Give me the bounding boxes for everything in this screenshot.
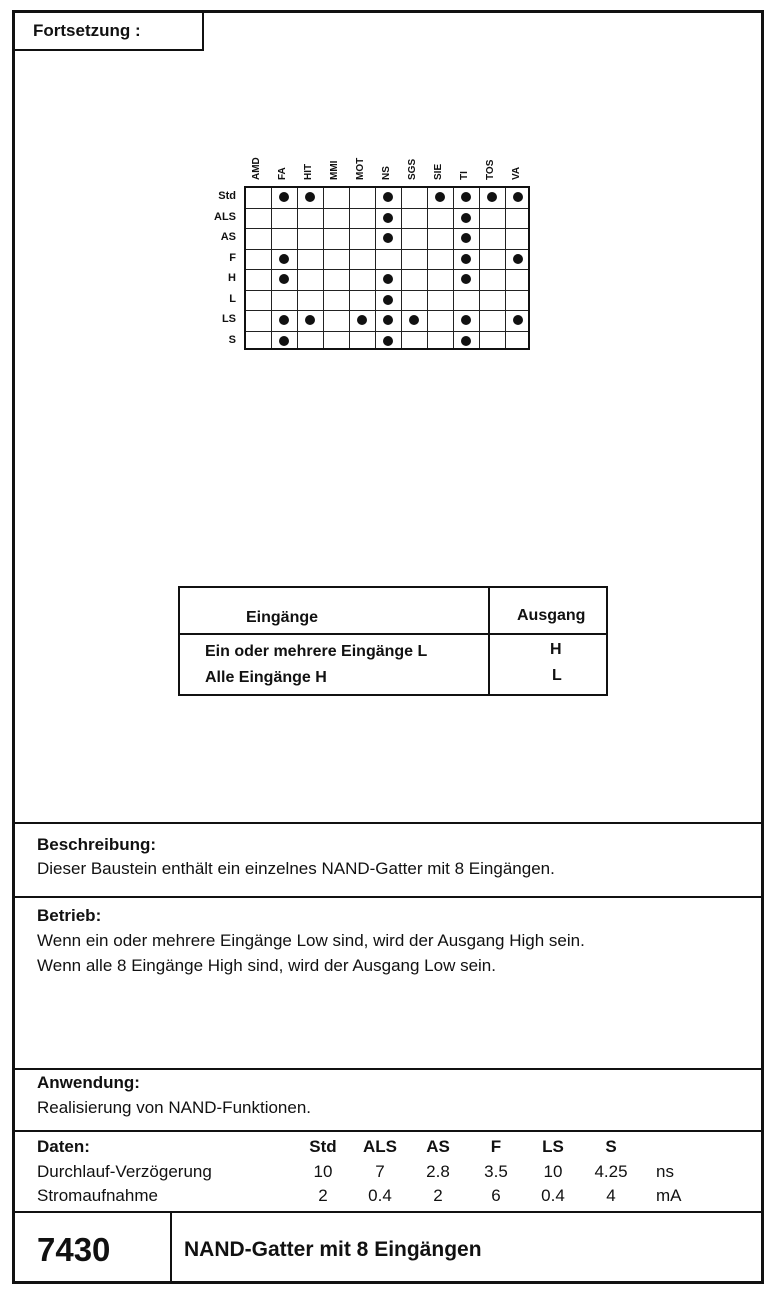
availability-dot — [409, 315, 419, 325]
availability-dot — [279, 254, 289, 264]
daten-value: 0.4 — [368, 1186, 392, 1205]
divider-footer — [12, 1211, 764, 1213]
grid-row-label: LS — [221, 313, 236, 325]
grid-column-label: MOT — [355, 157, 366, 180]
grid-column-line — [479, 188, 480, 348]
daten-value: 2 — [318, 1186, 328, 1205]
availability-dot — [461, 213, 471, 223]
availability-dot — [487, 192, 497, 202]
availability-dot — [461, 315, 471, 325]
continuation-tab: Fortsetzung : — [12, 10, 204, 51]
daten-value: 2 — [433, 1186, 443, 1205]
beschreibung-title: Beschreibung: — [37, 835, 157, 854]
grid-row-label: H — [228, 272, 236, 284]
anwendung-title: Anwendung: — [37, 1073, 140, 1092]
grid-column-line — [349, 188, 350, 348]
truth-table-row-2-inputs: Alle Eingänge H — [205, 669, 327, 686]
availability-dot — [461, 336, 471, 346]
betrieb-line-2: Wenn alle 8 Eingänge High sind, wird der Ausgang Low sein. — [37, 956, 496, 975]
availability-dot — [279, 315, 289, 325]
grid-row-label: Std — [218, 190, 236, 202]
anwendung-text: Realisierung von NAND-Funktionen. — [37, 1098, 312, 1117]
availability-dot — [383, 233, 393, 243]
daten-row-label: Stromaufnahme — [37, 1186, 158, 1205]
daten-column-header: LS — [542, 1137, 564, 1156]
truth-table-row-1-output: H — [550, 641, 562, 658]
daten-value: 0.4 — [541, 1186, 565, 1205]
grid-row-label: L — [229, 292, 236, 305]
grid-column-line — [505, 188, 506, 348]
daten-title: Daten: — [37, 1137, 90, 1156]
daten-unit: mA — [656, 1186, 682, 1205]
grid-column-label: TOS — [485, 159, 496, 180]
grid-column-line — [427, 188, 428, 348]
grid-column-label: NS — [381, 166, 392, 180]
daten-column-header: Std — [309, 1137, 337, 1156]
grid-column-label: HIT — [303, 163, 314, 180]
daten-column-header: ALS — [363, 1137, 397, 1156]
grid-row-line — [246, 290, 528, 291]
truth-table — [178, 586, 608, 696]
betrieb-line-1: Wenn ein oder mehrere Eingänge Low sind, wird der Ausgang High sein. — [37, 931, 585, 950]
footer-divider — [170, 1213, 172, 1283]
availability-dot — [383, 295, 393, 305]
grid-column-label: SGS — [407, 158, 418, 180]
daten-column-header: AS — [426, 1137, 450, 1156]
grid-row-label: ALS — [214, 210, 236, 223]
manufacturer-grid — [244, 186, 530, 350]
truth-table-header-output: Ausgang — [517, 607, 586, 624]
divider-beschreibung — [12, 822, 764, 824]
grid-row-line — [246, 228, 528, 229]
grid-row-label: AS — [220, 231, 236, 243]
availability-dot — [383, 336, 393, 346]
availability-dot — [383, 274, 393, 284]
availability-dot — [357, 315, 367, 325]
divider-betrieb — [12, 896, 764, 898]
availability-dot — [461, 274, 471, 284]
truth-table-row-1-inputs: Ein oder mehrere Eingänge L — [205, 643, 428, 660]
grid-column-line — [297, 188, 298, 348]
availability-dot — [279, 192, 289, 202]
daten-value: 7 — [375, 1162, 385, 1181]
betrieb-title: Betrieb: — [37, 906, 102, 925]
availability-dot — [513, 254, 523, 264]
truth-table-header-divider — [180, 633, 606, 635]
availability-dot — [513, 192, 523, 202]
daten-column-header: F — [490, 1137, 502, 1156]
availability-dot — [383, 213, 393, 223]
availability-dot — [383, 192, 393, 202]
part-title: NAND-Gatter mit 8 Eingängen — [184, 1238, 482, 1261]
availability-dot — [513, 315, 523, 325]
grid-column-line — [375, 188, 376, 348]
daten-column-header: S — [605, 1137, 617, 1156]
availability-dot — [435, 192, 445, 202]
availability-dot — [279, 336, 289, 346]
grid-row-label: S — [228, 333, 236, 346]
grid-column-line — [271, 188, 272, 348]
availability-dot — [461, 254, 471, 264]
availability-dot — [461, 192, 471, 202]
truth-table-header-inputs: Eingänge — [246, 609, 319, 626]
part-number: 7430 — [37, 1231, 111, 1268]
availability-dot — [305, 315, 315, 325]
grid-row-line — [246, 249, 528, 250]
grid-column-label: MMI — [329, 160, 340, 180]
grid-column-line — [401, 188, 402, 348]
grid-row-line — [246, 310, 528, 311]
daten-value: 2.8 — [426, 1162, 450, 1181]
availability-dot — [305, 192, 315, 202]
truth-table-row-2-output: L — [552, 667, 562, 684]
daten-value: 6 — [491, 1186, 501, 1205]
grid-column-label: AMD — [251, 157, 262, 180]
daten-row-label: Durchlauf-Verzögerung — [37, 1162, 212, 1181]
daten-value: 3.5 — [484, 1162, 508, 1181]
grid-row-line — [246, 269, 528, 270]
daten-unit: ns — [656, 1162, 674, 1181]
grid-column-label: TI — [459, 171, 470, 180]
grid-column-label: FA — [277, 167, 288, 180]
daten-value: 10 — [313, 1162, 333, 1181]
truth-table-column-divider — [488, 588, 490, 694]
divider-anwendung — [12, 1068, 764, 1070]
grid-column-line — [323, 188, 324, 348]
grid-column-label: VA — [511, 166, 522, 180]
grid-row-line — [246, 331, 528, 332]
availability-dot — [279, 274, 289, 284]
daten-value: 4 — [606, 1186, 616, 1205]
grid-row-label: F — [229, 251, 236, 264]
grid-column-line — [453, 188, 454, 348]
beschreibung-text: Dieser Baustein enthält ein einzelnes NAND-Gatter mit 8 Eingängen. — [37, 859, 555, 878]
grid-column-label: SIE — [433, 163, 444, 180]
availability-dot — [461, 233, 471, 243]
divider-daten — [12, 1130, 764, 1132]
daten-value: 10 — [543, 1162, 563, 1181]
daten-value: 4.25 — [594, 1162, 628, 1181]
availability-dot — [383, 315, 393, 325]
grid-row-line — [246, 208, 528, 209]
